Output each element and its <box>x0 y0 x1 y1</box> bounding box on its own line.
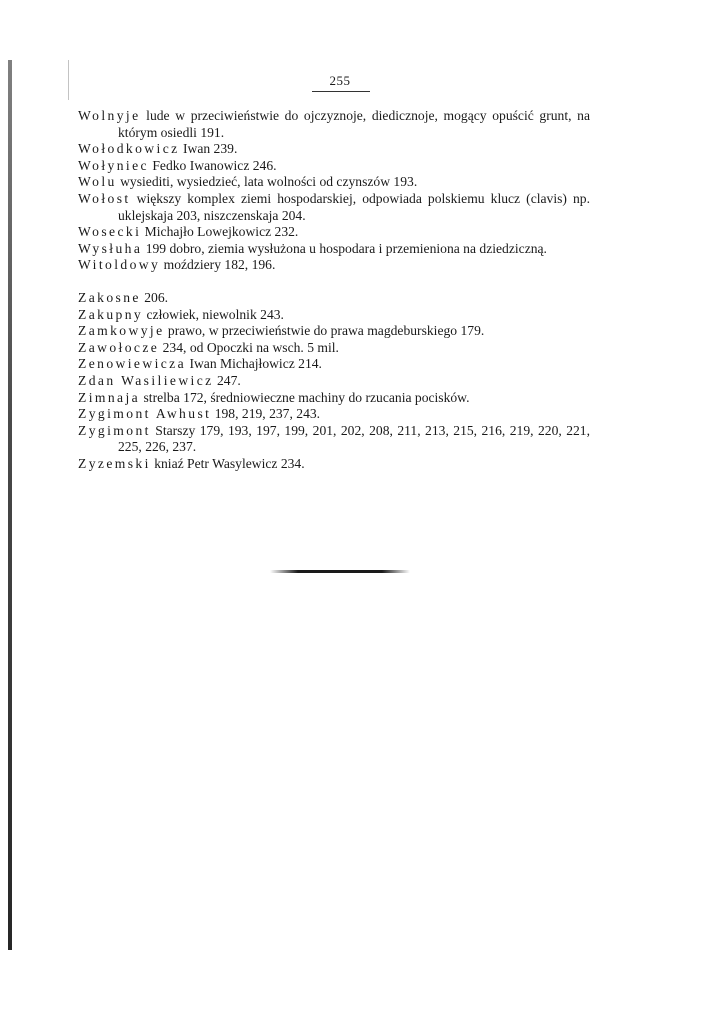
entry-text: kniaź Petr Wasylewicz 234. <box>150 455 305 471</box>
glossary-entry <box>78 423 590 456</box>
glossary-entry <box>78 141 590 158</box>
page-number: 255 <box>329 73 351 88</box>
entry-term: Wołyniec <box>78 157 149 173</box>
entry-term: Witoldowy <box>78 257 161 273</box>
entry-text: 206. <box>140 289 169 305</box>
entry-text: wysiediti, wysiedzieć, lata wolności od czynszów 193. <box>116 174 418 190</box>
glossary-entries <box>78 108 590 472</box>
entry-term: Zyzemski <box>78 455 151 471</box>
entry-text: 199 dobro, ziemia wysłużona u hospodara i przemieniona na dziedziczną. <box>142 240 547 256</box>
entry-term: Zakupny <box>78 306 144 322</box>
glossary-entry <box>78 290 590 307</box>
entry-term: Wolu <box>78 174 117 190</box>
entry-text: prawo, w przeciwieństwie do prawa magdeburskiego 179. <box>164 323 485 339</box>
margin-mark <box>68 60 77 100</box>
entry-term: Zygimont Awhust <box>78 406 212 422</box>
glossary-entry <box>78 456 590 473</box>
glossary-entry <box>78 158 590 175</box>
entry-term: Zawołocze <box>78 339 160 355</box>
entry-term: Wołodkowicz <box>78 141 180 157</box>
entry-term: Wosecki <box>78 224 142 240</box>
entry-text: Iwan Michajłowicz 214. <box>186 356 322 372</box>
glossary-entry <box>78 340 590 357</box>
glossary-entry <box>78 406 590 423</box>
section-gap <box>78 274 590 290</box>
entry-text: większy komplex ziemi hospodarskiej, odpowiada polskiemu klucz (clavis) np. uklejskaja 203, niszczenskaja 204. <box>118 190 590 223</box>
entry-text: człowiek, niewolnik 243. <box>143 306 284 322</box>
entry-term: Zimnaja <box>78 389 141 405</box>
entry-text: lude w przeciwieństwie do ojczyznoje, diedicznoje, mogący opuścić grunt, na którym osiedli 191. <box>118 108 590 140</box>
end-ornament-rule <box>270 570 410 573</box>
entry-term: Zakosne <box>78 289 141 305</box>
entry-text: moździery 182, 196. <box>160 257 276 273</box>
entry-text: Fedko Iwanowicz 246. <box>148 157 277 173</box>
entry-term: Zdan Wasiliewicz <box>78 372 214 388</box>
entry-term: Wolnyje <box>78 108 141 123</box>
glossary-entry <box>78 224 590 241</box>
glossary-entry <box>78 323 590 340</box>
glossary-entry <box>78 174 590 191</box>
glossary-entry <box>78 356 590 373</box>
glossary-entry <box>78 191 590 224</box>
entry-text: Michajło Lowejkowicz 232. <box>141 224 299 240</box>
page-number-rule <box>312 91 370 92</box>
entry-text: 234, od Opoczki na wsch. 5 mil. <box>159 339 339 355</box>
glossary-entry <box>78 257 590 274</box>
entry-term: Wysłuha <box>78 240 143 256</box>
entry-term: Zamkowyje <box>78 323 165 339</box>
entry-term: Zygimont <box>78 422 151 438</box>
entry-term: Zenowiewicza <box>78 356 187 372</box>
glossary-entry <box>78 390 590 407</box>
entry-term: Wołost <box>78 190 131 206</box>
entry-text: 198, 219, 237, 243. <box>211 406 321 422</box>
entry-text: Starszy 179, 193, 197, 199, 201, 202, 208, 211, 213, 215, 216, 219, 220, 221, 225, 226, 237. <box>118 422 590 455</box>
glossary-entry <box>78 108 590 141</box>
entry-text: Iwan 239. <box>179 141 238 157</box>
glossary-entry <box>78 307 590 324</box>
entry-text: 247. <box>213 372 241 388</box>
entry-text: strelba 172, średniowieczne machiny do rzucania pocisków. <box>140 389 470 405</box>
binding-shadow <box>8 60 12 950</box>
glossary-entry <box>78 373 590 390</box>
glossary-entry <box>78 241 590 258</box>
